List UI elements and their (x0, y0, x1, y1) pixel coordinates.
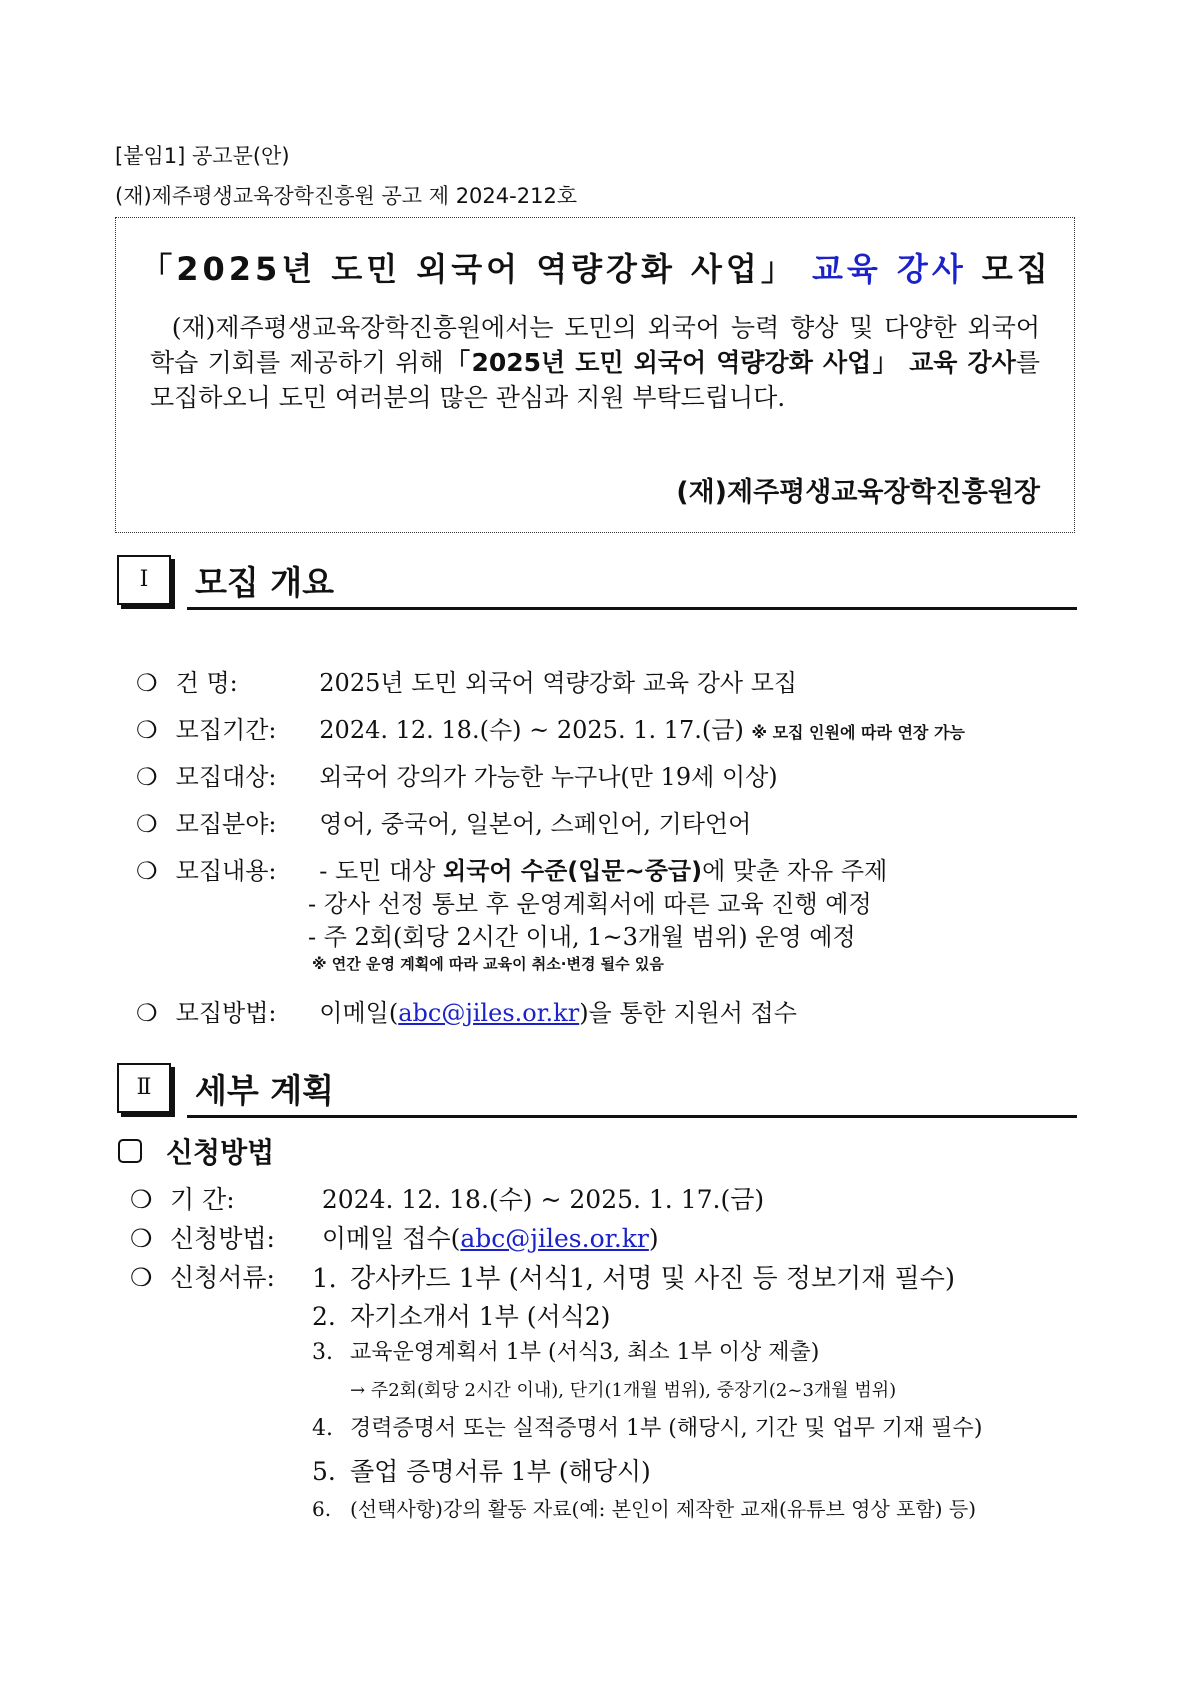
doc-item-3 (312, 1335, 819, 1366)
apply-value: 2024. 12. 18.(수) ~ 2025. 1. 17.(금) (321, 1185, 765, 1214)
overview-value: 영어, 중국어, 일본어, 스페인어, 기타언어 (319, 810, 752, 838)
section-2-number: Ⅱ (117, 1063, 171, 1113)
overview-label: 모집방법: (175, 999, 277, 1027)
apply-method-prefix: 이메일 접수( (321, 1224, 461, 1253)
notice-body-bold: 「2025년 도민 외국어 역량강화 사업」 교육 강사 (443, 348, 1016, 377)
notice-signature: (재)제주평생교육장학진흥원장 (676, 477, 1040, 508)
attachment-label: [붙임1] 공고문(안) (115, 144, 290, 168)
notice-title-highlight: 교육 강사 (811, 250, 967, 288)
content-line-2: - 강사 선정 통보 후 운영계획서에 따른 교육 진행 예정 (308, 890, 872, 918)
notice-body-text-2: 를 모집하오니 도민 여러분의 많은 관심과 지원 부탁드립니다. (150, 348, 1040, 412)
hollow-circle-bullet-icon: ❍ (136, 669, 158, 697)
content-cancel-note: ※ 연간 운영 계획에 따라 교육이 취소·변경 될수 있음 (312, 955, 664, 973)
hollow-circle-bullet-icon: ❍ (130, 1263, 153, 1292)
apply-label: 신청서류: (169, 1263, 275, 1292)
overview-value: 2024. 12. 18.(수) ~ 2025. 1. 17.(금) (319, 716, 744, 744)
doc-item-text: 자기소개서 1부 (서식2) (350, 1302, 611, 1331)
hollow-circle-bullet-icon: ❍ (136, 763, 158, 791)
section-1-number: Ⅰ (117, 555, 171, 605)
apply-label: 기 간: (169, 1185, 235, 1214)
section-1-header (115, 555, 1077, 613)
email-link[interactable]: abc@jiles.or.kr (460, 1224, 649, 1253)
content-line-1-bold: 외국어 수준(입문~중급) (443, 857, 703, 885)
overview-value: 2025년 도민 외국어 역량강화 교육 강사 모집 (319, 669, 798, 697)
doc-item-text: 교육운영계획서 1부 (서식3, 최소 1부 이상 제출) (350, 1340, 820, 1365)
notice-box (115, 217, 1075, 533)
doc-item-6 (312, 1493, 976, 1522)
section-2-title: 세부 계획 (195, 1071, 335, 1110)
section-2-rule (187, 1115, 1077, 1118)
doc-item-number: 3. (312, 1340, 333, 1365)
overview-label: 건 명: (175, 669, 238, 697)
apply-row-docs (130, 1258, 314, 1294)
hollow-circle-bullet-icon: ❍ (136, 810, 158, 838)
section-1-rule (187, 607, 1077, 610)
overview-row-field (136, 804, 751, 839)
doc-item-number: 4. (312, 1416, 333, 1441)
overview-value: 외국어 강의가 가능한 누구나(만 19세 이상) (319, 763, 778, 791)
hollow-circle-bullet-icon: ❍ (130, 1185, 153, 1214)
notice-number: (재)제주평생교육장학진흥원 공고 제 2024-212호 (115, 184, 578, 208)
overview-label: 모집분야: (175, 810, 277, 838)
email-link[interactable]: abc@jiles.or.kr (398, 999, 580, 1027)
doc-item-number: 5. (312, 1457, 336, 1486)
apply-row-period (130, 1180, 764, 1216)
method-prefix: 이메일( (319, 999, 399, 1027)
checkbox-square-icon (118, 1139, 142, 1163)
notice-body (150, 310, 1040, 415)
doc-item-number: 2. (312, 1302, 336, 1331)
doc-item-5 (312, 1452, 651, 1488)
doc-item-number: 1. (312, 1264, 337, 1294)
doc-item-text: 강사카드 1부 (서식1, 서명 및 사진 등 정보기재 필수) (350, 1264, 955, 1294)
overview-label: 모집대상: (175, 763, 277, 791)
overview-row-content (136, 851, 887, 886)
notice-title-suffix: 모집 (981, 250, 1052, 288)
doc-item-1 (312, 1258, 955, 1295)
overview-row-target (136, 757, 778, 792)
hollow-circle-bullet-icon: ❍ (136, 857, 158, 885)
notice-title (116, 244, 1076, 290)
doc-item-2 (312, 1297, 610, 1333)
hollow-circle-bullet-icon: ❍ (136, 716, 158, 744)
doc-item-text: 졸업 증명서류 1부 (해당시) (350, 1457, 651, 1486)
subsection-title: 신청방법 (166, 1136, 275, 1169)
doc-item-3-note: → 주2회(회당 2시간 이내), 단기(1개월 범위), 중장기(2~3개월 범위) (350, 1380, 897, 1401)
apply-label: 신청방법: (169, 1224, 275, 1253)
section-1-title: 모집 개요 (195, 563, 335, 602)
overview-label: 모집내용: (175, 857, 277, 885)
hollow-circle-bullet-icon: ❍ (136, 999, 158, 1027)
doc-item-text: (선택사항)강의 활동 자료(예: 본인이 제작한 교재(유튜브 영상 포함) 등) (350, 1497, 977, 1521)
hollow-circle-bullet-icon: ❍ (130, 1224, 153, 1253)
doc-item-number: 6. (312, 1497, 332, 1521)
period-extension-note: ※ 모집 인원에 따라 연장 가능 (751, 723, 965, 742)
overview-row-name (136, 663, 797, 698)
doc-item-4 (312, 1411, 982, 1442)
apply-row-method (130, 1219, 659, 1255)
overview-row-period (136, 710, 965, 745)
content-line-1-pre: - 도민 대상 (319, 857, 444, 885)
doc-item-text: 경력증명서 또는 실적증명서 1부 (해당시, 기간 및 업무 기재 필수) (350, 1416, 983, 1441)
overview-row-method (136, 993, 797, 1028)
section-2-header (115, 1063, 1077, 1121)
overview-label: 모집기간: (175, 716, 277, 744)
notice-title-main: 「2025년 도민 외국어 역량강화 사업」 (140, 250, 797, 288)
notice-body-text-1: (재)제주평생교육장학진흥원에서는 도민의 외국어 능력 향상 및 다양한 외국어 학습 기회를 제공하기 위해 (150, 313, 1040, 377)
apply-method-suffix: ) (648, 1224, 659, 1253)
method-suffix: )을 통한 지원서 접수 (579, 999, 797, 1027)
content-line-1-post: 에 맞춘 자유 주제 (702, 857, 888, 885)
content-line-3: - 주 2회(회당 2시간 이내, 1~3개월 범위) 운영 예정 (308, 923, 856, 951)
